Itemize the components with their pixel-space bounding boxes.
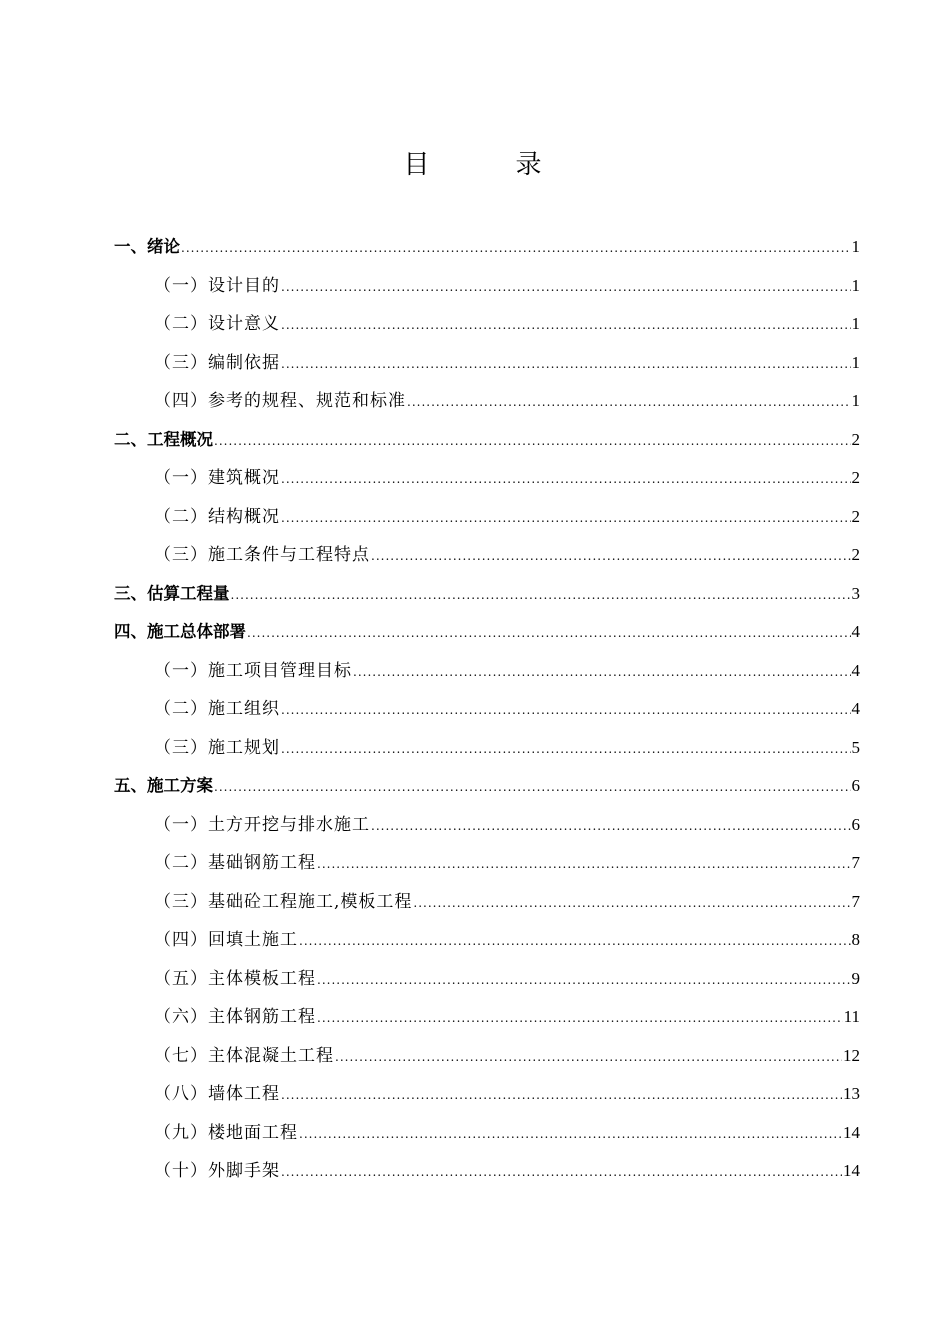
- toc-entry[interactable]: [114, 1075, 860, 1114]
- toc-entry-text: （二）设计意义: [154, 314, 280, 334]
- toc-page-number: 7: [851, 891, 860, 911]
- toc-entry[interactable]: [114, 767, 860, 806]
- toc-page-number: 2: [851, 506, 860, 526]
- toc-leader: [181, 229, 851, 268]
- toc-page-number: 2: [851, 468, 860, 487]
- toc-entry-text: （一）施工项目管理目标: [154, 660, 352, 681]
- toc-page-number: 3: [851, 583, 860, 603]
- toc-entry-text: 一、绪论: [114, 237, 180, 256]
- toc-page-number: 1: [851, 391, 860, 410]
- toc-leader: [281, 1076, 842, 1115]
- table-of-contents: [114, 228, 860, 1191]
- toc-page-number: 11: [843, 1007, 860, 1026]
- toc-entry-text: （十）外脚手架: [154, 1161, 280, 1181]
- toc-entry-text: （六）主体钢筋工程: [154, 1007, 316, 1027]
- toc-leader: [281, 499, 851, 538]
- toc-page-number: 12: [843, 1045, 860, 1065]
- toc-page-number: 2: [851, 429, 860, 449]
- toc-entry[interactable]: [114, 921, 860, 960]
- toc-page-number: 4: [851, 622, 860, 641]
- toc-entry-text: 二、工程概况: [114, 429, 213, 449]
- toc-entry[interactable]: [114, 613, 860, 652]
- toc-entry-text: （一）设计目的: [154, 275, 280, 296]
- toc-leader: [299, 922, 851, 961]
- toc-page-number: 13: [843, 1084, 860, 1103]
- toc-leader: [214, 768, 851, 807]
- toc-leader: [335, 1038, 842, 1077]
- toc-entry[interactable]: [114, 267, 860, 306]
- toc-page-number: 7: [851, 853, 860, 872]
- toc-page-number: 4: [851, 660, 860, 680]
- toc-entry-text: 三、估算工程量: [114, 583, 230, 603]
- toc-entry[interactable]: [114, 652, 860, 691]
- toc-leader: [281, 460, 851, 499]
- toc-leader: [214, 422, 851, 461]
- toc-entry[interactable]: [114, 998, 860, 1037]
- toc-leader: [317, 999, 843, 1038]
- toc-page-number: 9: [851, 968, 860, 988]
- toc-leader: [281, 730, 851, 769]
- toc-page-number: 1: [851, 237, 860, 256]
- toc-leader: [317, 961, 851, 1000]
- toc-leader: [371, 537, 851, 576]
- toc-entry[interactable]: [114, 883, 860, 922]
- toc-entry[interactable]: [114, 228, 860, 267]
- toc-entry-text: 五、施工方案: [114, 776, 213, 795]
- toc-entry[interactable]: [114, 421, 860, 460]
- toc-entry[interactable]: [114, 844, 860, 883]
- toc-entry[interactable]: [114, 960, 860, 999]
- toc-leader: [281, 691, 851, 730]
- toc-entry-text: （一）土方开挖与排水施工: [154, 814, 370, 835]
- toc-entry[interactable]: [114, 498, 860, 537]
- toc-entry[interactable]: [114, 1037, 860, 1076]
- toc-entry-text: （二）结构概况: [154, 506, 280, 527]
- toc-leader: [407, 383, 851, 422]
- toc-page-number: 14: [843, 1122, 860, 1142]
- toc-page-number: 4: [851, 699, 860, 718]
- toc-entry-text: （一）建筑概况: [154, 468, 280, 488]
- toc-entry-text: （四）参考的规程、规范和标准: [154, 391, 406, 411]
- toc-leader: [281, 1153, 842, 1192]
- toc-page-number: 14: [843, 1161, 860, 1180]
- toc-page-number: 1: [851, 275, 860, 295]
- toc-entry[interactable]: [114, 1152, 860, 1191]
- toc-entry[interactable]: [114, 459, 860, 498]
- toc-page-number: 2: [851, 545, 860, 564]
- toc-entry[interactable]: [114, 575, 860, 614]
- toc-page-number: 6: [851, 776, 860, 795]
- toc-leader: [281, 306, 851, 345]
- toc-entry[interactable]: [114, 344, 860, 383]
- toc-entry[interactable]: [114, 729, 860, 768]
- toc-page-number: 1: [851, 314, 860, 333]
- toc-entry[interactable]: [114, 536, 860, 575]
- toc-entry[interactable]: [114, 806, 860, 845]
- toc-entry[interactable]: [114, 305, 860, 344]
- toc-leader: [371, 807, 851, 846]
- toc-entry-text: 四、施工总体部署: [114, 622, 246, 641]
- toc-page-number: 8: [851, 930, 860, 949]
- toc-entry-text: （九）楼地面工程: [154, 1122, 298, 1143]
- toc-page-number: 5: [851, 737, 860, 757]
- toc-entry-text: （三）基础砼工程施工,模板工程: [154, 891, 413, 912]
- toc-leader: [413, 884, 850, 923]
- toc-entry-text: （七）主体混凝土工程: [154, 1045, 334, 1066]
- toc-leader: [317, 845, 851, 884]
- toc-entry[interactable]: [114, 690, 860, 729]
- toc-entry[interactable]: [114, 1114, 860, 1153]
- toc-entry-text: （二）基础钢筋工程: [154, 853, 316, 873]
- toc-entry-text: （三）编制依据: [154, 352, 280, 373]
- toc-leader: [247, 614, 851, 653]
- toc-entry[interactable]: [114, 382, 860, 421]
- toc-entry-text: （三）施工条件与工程特点: [154, 545, 370, 565]
- toc-title: 目 录: [403, 150, 572, 180]
- toc-entry-text: （二）施工组织: [154, 699, 280, 719]
- toc-page-number: 6: [851, 814, 860, 834]
- toc-entry-text: （八）墙体工程: [154, 1084, 280, 1104]
- toc-leader: [231, 576, 851, 615]
- toc-leader: [281, 345, 851, 384]
- toc-page-number: 1: [851, 352, 860, 372]
- toc-leader: [299, 1115, 842, 1154]
- toc-entry-text: （四）回填土施工: [154, 930, 298, 950]
- toc-leader: [353, 653, 851, 692]
- toc-entry-text: （三）施工规划: [154, 737, 280, 758]
- toc-entry-text: （五）主体模板工程: [154, 968, 316, 989]
- toc-leader: [281, 268, 851, 307]
